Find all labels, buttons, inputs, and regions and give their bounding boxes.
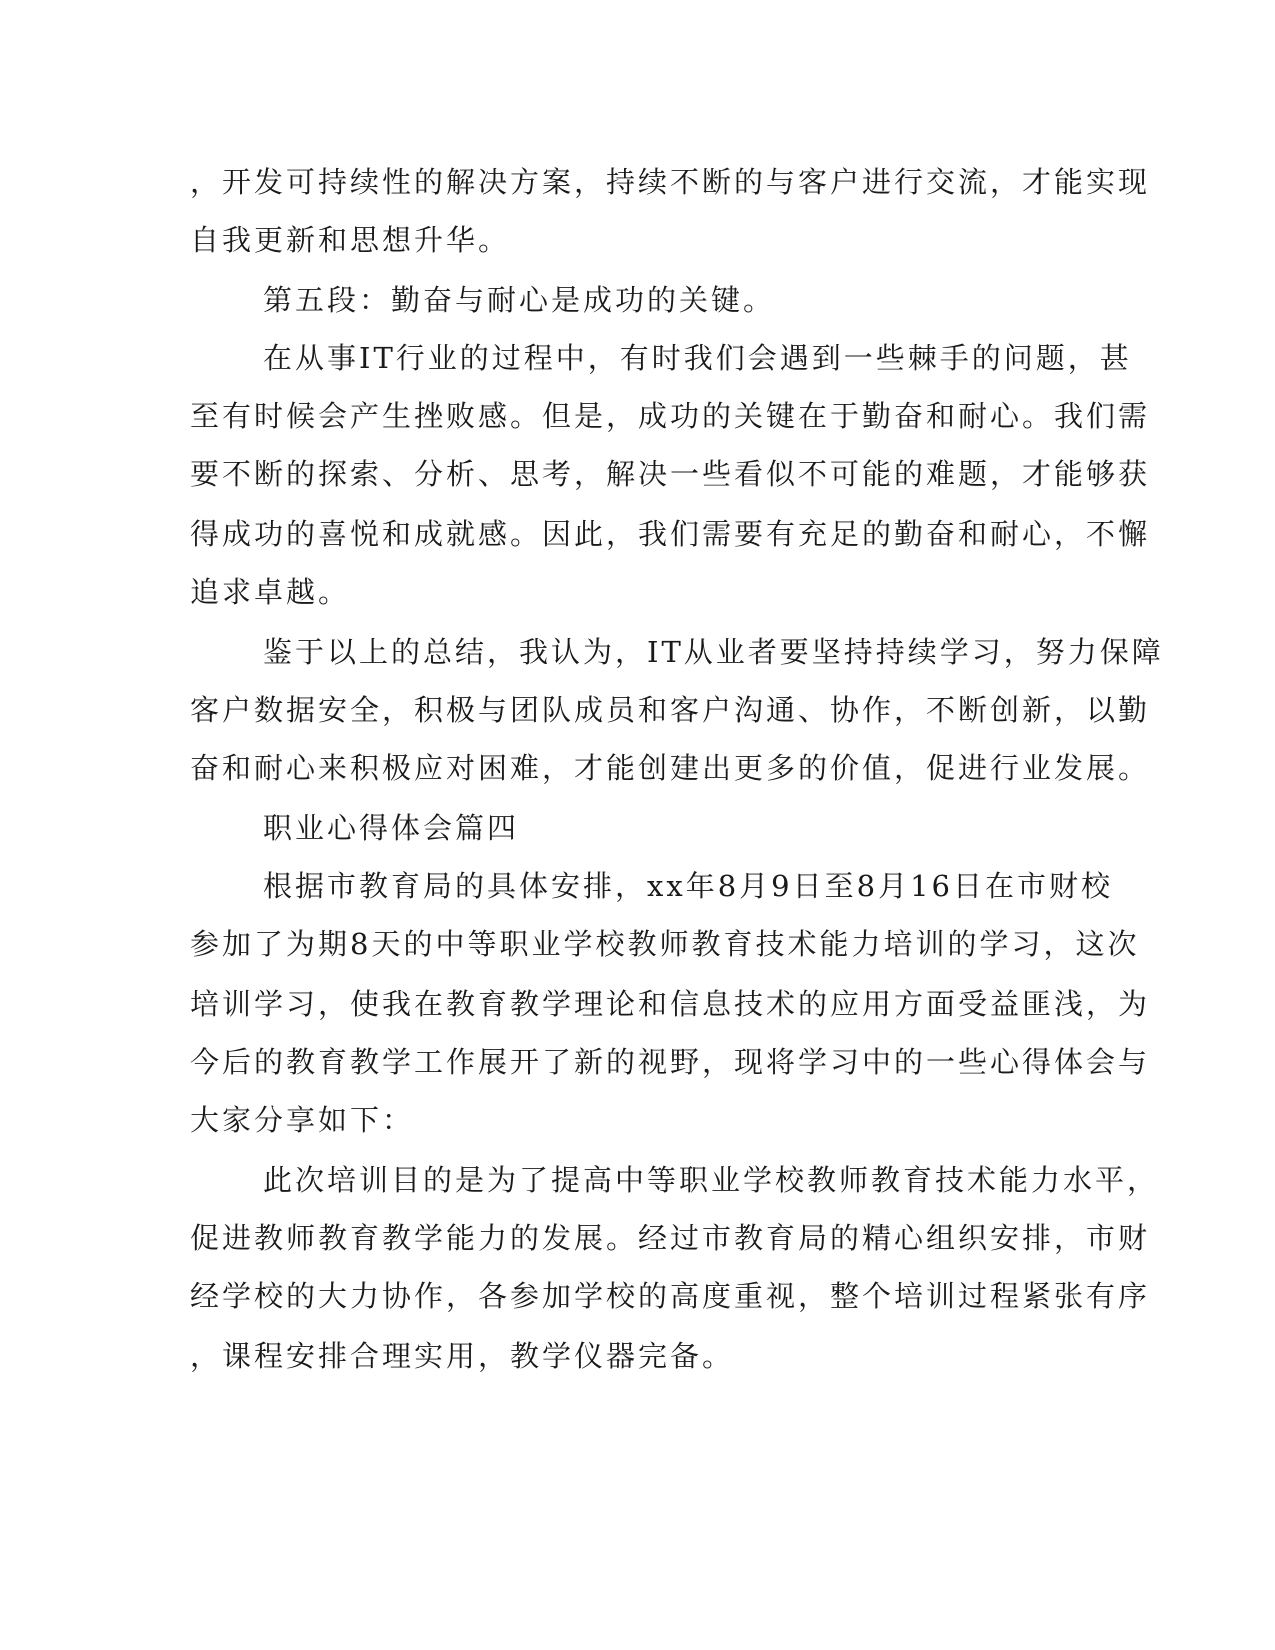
text-line: 至有时候会产生挫败感。但是，成功的关键在于勤奋和耐心。我们需 — [190, 399, 1151, 433]
text-line: 培训学习，使我在教育教学理论和信息技术的应用方面受益匪浅，为 — [190, 987, 1151, 1021]
text-line: 参加了为期8天的中等职业学校教师教育技术能力培训的学习，这次 — [190, 927, 1140, 961]
paragraph-start: 鉴于以上的总结，我认为，IT从业者要坚持持续学习，努力保障 — [263, 635, 1164, 669]
text-line: 促进教师教育教学能力的发展。经过市教育局的精心组织安排，市财 — [190, 1221, 1151, 1255]
text-line: 追求卓越。 — [190, 575, 351, 609]
text-line: 得成功的喜悦和成就感。因此，我们需要有充足的勤奋和耐心，不懈 — [190, 517, 1151, 551]
paragraph-start: 此次培训目的是为了提高中等职业学校教师教育技术能力水平， — [263, 1163, 1160, 1197]
text-line: 今后的教育教学工作展开了新的视野，现将学习中的一些心得体会与 — [190, 1045, 1151, 1079]
paragraph-start: 在从事IT行业的过程中，有时我们会遇到一些棘手的问题，甚 — [263, 341, 1132, 375]
paragraph-start: 根据市教育局的具体安排，xx年8月9日至8月16日在市财校 — [263, 869, 1113, 903]
text-line: 自我更新和思想升华。 — [190, 223, 511, 257]
section-heading: 第五段：勤奋与耐心是成功的关键。 — [263, 283, 776, 317]
text-line: 奋和耐心来积极应对困难，才能创建出更多的价值，促进行业发展。 — [190, 751, 1151, 785]
text-line: 客户数据安全，积极与团队成员和客户沟通、协作，不断创新，以勤 — [190, 693, 1151, 727]
section-heading: 职业心得体会篇四 — [263, 811, 520, 845]
text-line: 大家分享如下： — [190, 1103, 415, 1137]
text-line: 经学校的大力协作，各参加学校的高度重视，整个培训过程紧张有序 — [190, 1279, 1151, 1313]
text-line: ，课程安排合理实用，教学仪器完备。 — [190, 1339, 735, 1373]
text-line: ，开发可持续性的解决方案，持续不断的与客户进行交流，才能实现 — [190, 165, 1151, 199]
text-line: 要不断的探索、分析、思考，解决一些看似不可能的难题，才能够获 — [190, 457, 1151, 491]
